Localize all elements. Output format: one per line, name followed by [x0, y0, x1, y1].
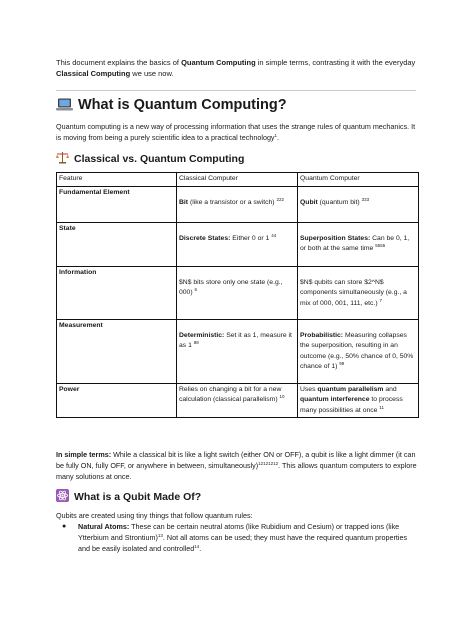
- classical-cell: [177, 186, 298, 222]
- footnote-ref: 10: [279, 394, 285, 399]
- paragraph-text: . This allows quantum computers to explore many solutions at once.: [56, 461, 417, 481]
- list-item-text: These can be certain neutral atoms (like Rubidium and Cesium) or trapped ions (like Ytterbium and Strontium): [78, 522, 400, 542]
- table-header-row: [57, 173, 419, 187]
- cell-bold: Superposition States:: [300, 234, 371, 242]
- footnote-ref: 99: [339, 361, 345, 366]
- intro-paragraph: [56, 57, 416, 79]
- cell-text: to process many possibilities at once: [300, 396, 403, 414]
- cell-text: (quantum bit): [317, 198, 362, 206]
- horizontal-divider: [56, 90, 416, 91]
- table-row: [57, 222, 419, 266]
- cell-bold: Deterministic:: [179, 331, 225, 339]
- intro-bold-quantum: Quantum Computing: [181, 58, 256, 67]
- atom-icon: [56, 489, 69, 505]
- cell-bold: Qubit: [300, 198, 318, 206]
- list-item: [78, 521, 418, 554]
- row-label: Power: [57, 383, 177, 418]
- paragraph-text: Quantum computing is a new way of processing information that uses the strange rules of quantum mechanics. It is moving from being a purely scientific idea to a practical technology: [56, 122, 416, 142]
- cell-text: $N$ bits store only one state (e.g., 000): [179, 278, 283, 296]
- cell-text: Either 0 or 1: [230, 234, 272, 242]
- footnote-ref: 88: [193, 340, 199, 345]
- row-label: Measurement: [57, 319, 177, 383]
- column-header-feature: Feature: [57, 173, 177, 187]
- cell-text: Can be 0, 1, or both at the same time: [300, 234, 410, 252]
- section-heading-what-is-quantum: [56, 97, 287, 115]
- table-row: [57, 186, 419, 222]
- footnote-ref: 13: [157, 533, 163, 538]
- heading-text: What is Quantum Computing?: [78, 97, 287, 113]
- classical-cell: [177, 383, 298, 418]
- quantum-cell: [298, 266, 419, 319]
- cell-text: Measuring collapses the superposition, resulting in an outcome (e.g., 50% chance of 0, 50% chance of 1): [300, 331, 414, 370]
- simple-terms-paragraph: [56, 449, 418, 482]
- intro-text: This document explains the basics of: [56, 58, 182, 67]
- bullet-marker: ●: [62, 523, 67, 530]
- comparison-table: [56, 172, 419, 418]
- simple-terms-label: In simple terms:: [56, 450, 112, 459]
- laptop-icon: [56, 98, 73, 115]
- section-heading-qubit-made-of: [56, 489, 201, 505]
- cell-text: Set it as 1, measure it as 1: [179, 331, 292, 349]
- footnote-ref: 11: [379, 404, 385, 410]
- classical-cell: [177, 319, 298, 383]
- cell-text: and: [383, 385, 397, 393]
- list-item-text: .: [199, 544, 202, 553]
- quantum-cell: [298, 383, 419, 418]
- intro-text: in simple terms, contrasting it with the everyday: [255, 58, 416, 67]
- row-label: Fundamental Element: [57, 186, 177, 222]
- quantum-cell: [298, 222, 419, 266]
- cell-text: Uses: [300, 385, 318, 393]
- footnote-ref: 14: [194, 544, 200, 549]
- heading-text: Classical vs. Quantum Computing: [74, 153, 245, 165]
- cell-bold: quantum interference: [300, 396, 370, 403]
- cell-bold: Discrete States:: [179, 234, 231, 242]
- cell-text: (like a transistor or a switch): [188, 198, 277, 206]
- section-heading-classical-vs-quantum: [56, 151, 244, 167]
- paragraph-text: .: [277, 133, 280, 142]
- cell-bold: Probabilistic:: [300, 331, 344, 339]
- column-header-quantum: Quantum Computer: [298, 173, 419, 187]
- footnote-ref: 12121212: [258, 461, 279, 466]
- footnote-ref: 333: [361, 196, 370, 202]
- quantum-intro-paragraph: [56, 121, 418, 143]
- balance-scale-icon: [56, 151, 69, 167]
- cell-bold: Bit: [179, 198, 189, 206]
- qubit-intro-paragraph: Qubits are created using tiny things that follow quantum rules:: [56, 511, 253, 520]
- cell-text: Relies on changing a bit for a new calculation (classical parallelism): [179, 385, 282, 403]
- paragraph-text: While a classical bit is like a light switch (either ON or OFF), a qubit is like a light dimmer (it can be fully ON, fully OFF, or anywhere in between, simultaneously): [56, 450, 416, 470]
- footnote-ref: 7: [379, 297, 382, 303]
- cell-text: $N$ qubits can store $2^N$ components simultaneously (e.g., a mix of 000, 001, 111, etc.): [300, 278, 407, 307]
- list-item-text: . Not all atoms can be used; they must have the required quantum properties and be easily isolated and controlled: [78, 533, 408, 553]
- classical-cell: [177, 266, 298, 319]
- classical-cell: [177, 222, 298, 266]
- table-row: [57, 319, 419, 383]
- row-label: Information: [57, 266, 177, 319]
- footnote-ref: 1: [274, 133, 278, 138]
- table-row: [57, 266, 419, 319]
- footnote-ref: 5555: [375, 243, 386, 248]
- intro-bold-classical: Classical Computing: [56, 69, 131, 78]
- quantum-cell: [298, 186, 419, 222]
- cell-bold: quantum parallelism: [317, 385, 384, 393]
- list-item-label: Natural Atoms:: [78, 522, 130, 531]
- footnote-ref: 6: [194, 287, 198, 292]
- column-header-classical: Classical Computer: [177, 173, 298, 187]
- table-row: [57, 383, 419, 418]
- quantum-cell: [298, 319, 419, 383]
- heading-text: What is a Qubit Made Of?: [74, 491, 202, 503]
- row-label: State: [57, 222, 177, 266]
- footnote-ref: 44: [271, 232, 277, 238]
- footnote-ref: 222: [276, 196, 284, 202]
- intro-text: we use now.: [130, 69, 174, 78]
